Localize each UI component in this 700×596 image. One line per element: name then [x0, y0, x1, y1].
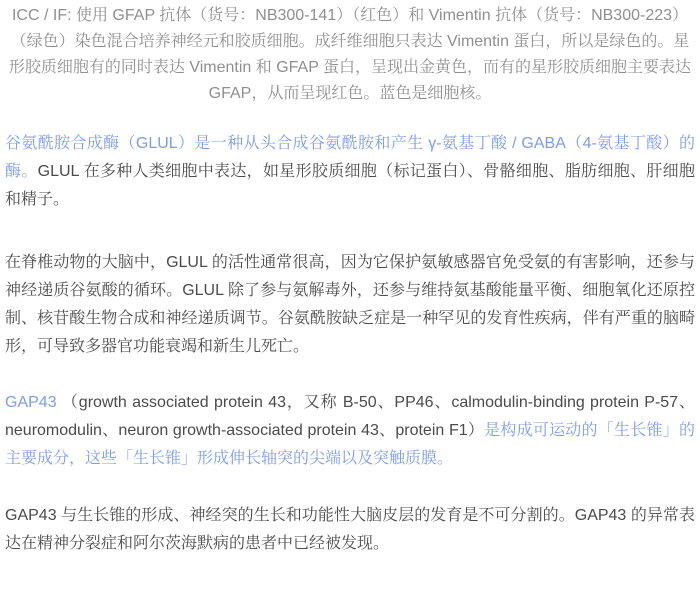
gap43-aliases-text: （growth associated protein 43，又称 B-50、PP46、calmodulin-binding protein P-57、neuromodulin、neuron growth-associated protein 43、protein F1） — [5, 394, 695, 439]
paragraph-gap43-function — [5, 502, 695, 558]
paragraph-icc-if-caption — [5, 3, 695, 107]
paragraph-glul-function — [5, 249, 695, 361]
glul-function-text: 在脊椎动物的大脑中，GLUL 的活性通常很高，因为它保护氨敏感器官免受氨的有害影响，还参与神经递质谷氨酸的循环。GLUL 除了参与氨解毒外，还参与维持氨基酸能量平衡、细胞氧化还原控制、核苷酸生物合成和神经递质调节。谷氨酰胺缺乏症是一种罕见的发育性疾病，伴有严重的脑畸形，可导致多器官功能衰竭和新生儿死亡。 — [5, 254, 695, 355]
paragraph-glul-definition — [5, 130, 695, 214]
glul-definition-link[interactable]: 谷氨酰胺合成酶（GLUL）是一种从头合成谷氨酰胺和产生 γ-氨基丁酸 / GABA（4-氨基丁酸）的酶。 — [5, 135, 695, 180]
gap43-function-text: GAP43 与生长锥的形成、神经突的生长和功能性大脑皮层的发育是不可分割的。GAP43 的异常表达在精神分裂症和阿尔茨海默病的患者中已经被发现。 — [5, 507, 695, 552]
glul-expression-text: GLUL 在多种人类细胞中表达，如星形胶质细胞（标记蛋白）、骨骼细胞、脂肪细胞、肝细胞和精子。 — [5, 163, 695, 208]
icc-if-caption-text: ICC / IF: 使用 GFAP 抗体（货号：NB300-141）（红色）和 Vimentin 抗体（货号：NB300-223）（绿色）染色混合培养神经元和胶质细胞。成纤维细胞只表达 Vimentin 蛋白，所以是绿色的。星形胶质细胞有的同时表达 Vimentin 和 GFAP 蛋白，呈现出金黄色，而有的星形胶质细胞主要表达 GFAP，从而呈现红色。蓝色是细胞核。 — [8, 7, 692, 102]
paragraph-gap43-definition — [5, 389, 695, 473]
gap43-link[interactable]: GAP43 — [5, 394, 57, 411]
gap43-growth-cone-link[interactable]: 是构成可运动的「生长锥」的主要成分，这些「生长锥」形成伸长轴突的尖端以及突触质膜。 — [5, 422, 695, 467]
